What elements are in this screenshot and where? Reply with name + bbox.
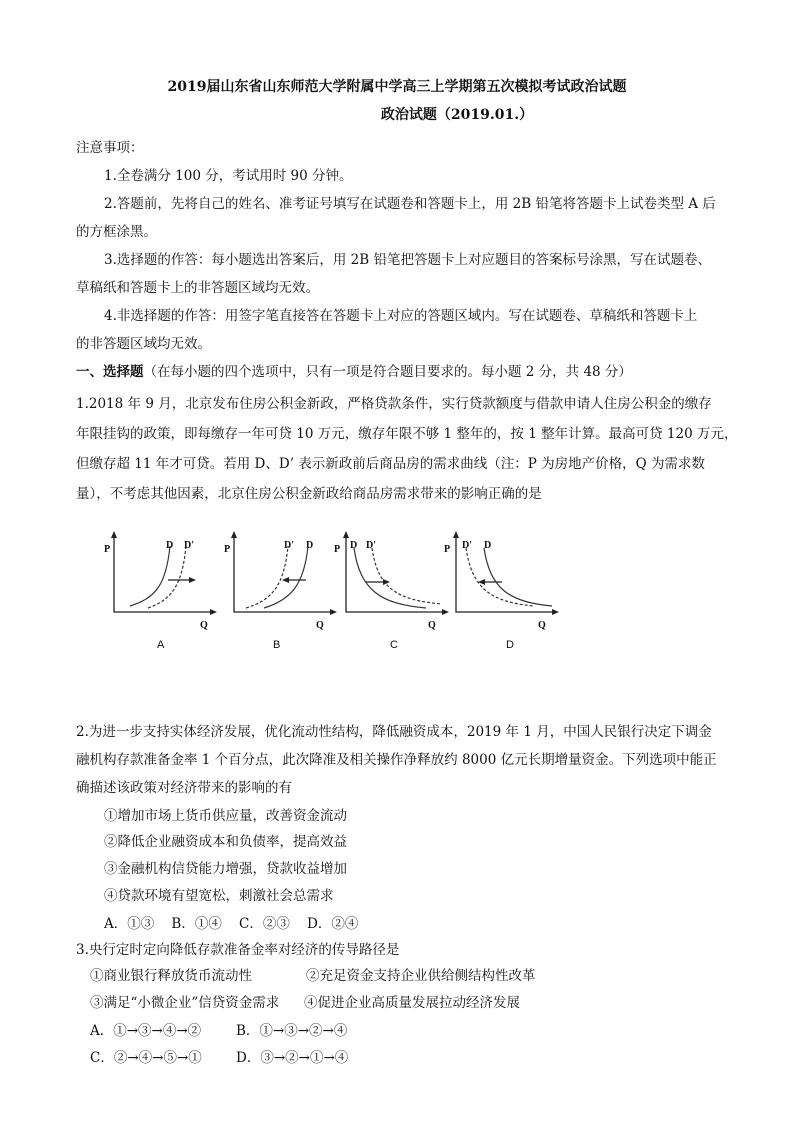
q3-option-2: ②充足资金支持企业供给侧结构性改革 — [306, 968, 536, 984]
graph-a-curve-1-label: D — [166, 540, 174, 551]
graph-b-curve-1-label: D' — [284, 540, 294, 551]
notice-heading: 注意事项： — [76, 140, 144, 156]
q3-option-4: ④促进企业高质量发展拉动经济发展 — [304, 995, 520, 1011]
graph-b-q-label: Q — [316, 620, 324, 631]
q1-line-2: 年限挂钩的政策，即每缴存一年可贷 10 万元，缴存年限不够 1 整年的，按 1 整年计算。最高可贷 120 万元， — [76, 426, 738, 442]
q1-line-1: 1.2018 年 9 月，北京发布住房公积金新政，严格贷款条件，实行贷款额度与借款申请人住房公积金的缴存 — [76, 396, 712, 412]
q2-choices: A．①③ B．①④ C．②③ D．②④ — [104, 916, 359, 932]
graph-a-p-label: P — [104, 544, 111, 555]
q1-line-3: 但缴存超 11 年才可贷。若用 D、D’ 表示新政前后商品房的需求曲线（注：P 为房地产价格，Q 为需求数 — [76, 456, 706, 472]
graph-c-curve-1-label: D — [350, 540, 358, 551]
graph-b-p-label: P — [224, 544, 231, 555]
q3-choice-c: C．②→④→⑤→① — [90, 1050, 202, 1066]
q2-option-4: ④贷款环境有望宽松，刺激社会总需求 — [104, 888, 334, 904]
graph-b-curve-2-label: D — [306, 540, 314, 551]
graph-c-curve-2-label: D' — [366, 540, 376, 551]
graph-c-p-label: P — [334, 544, 341, 555]
graph-c-caption: C — [390, 639, 398, 651]
notice-item-3-cont: 草稿纸和答题卡上的非答题区域均无效。 — [76, 280, 319, 296]
graph-a-caption: A — [157, 639, 165, 651]
notice-item-1: 1.全卷满分 100 分，考试用时 90 分钟。 — [104, 168, 353, 184]
graph-a-curve-2-label: D' — [184, 540, 194, 551]
q3-option-3: ③满足“小微企业”信贷资金需求 — [90, 995, 280, 1011]
graph-b-caption: B — [273, 639, 281, 651]
graph-d-caption: D — [506, 639, 514, 651]
q2-option-1: ①增加市场上货币供应量，改善资金流动 — [104, 808, 347, 824]
section-label: 一、选择题 — [76, 364, 144, 380]
notice-item-4-cont: 的非答题区域均无效。 — [76, 336, 211, 352]
q2-line-1: 2.为进一步支持实体经济发展，优化流动性结构，降低融资成本，2019 年 1 月，中国人民银行决定下调金 — [76, 724, 712, 740]
graph-c-q-label: Q — [428, 620, 436, 631]
q2-line-2: 融机构存款准备金率 1 个百分点，此次降准及相关操作净释放约 8000 亿元长期增量资金。下列选项中能正 — [76, 752, 717, 768]
graph-a-plot — [100, 528, 230, 628]
q3-choice-d: D．③→②→①→④ — [236, 1050, 349, 1066]
notice-item-2: 2.答题前，先将自己的姓名、准考证号填写在试题卷和答题卡上，用 2B 铅笔将答题卡上试卷类型 A 后 — [104, 196, 716, 212]
q3-stem: 3.央行定时定向降低存款准备金率对经济的传导路径是 — [76, 942, 400, 958]
notice-item-4: 4.非选择题的作答：用签字笔直接答在答题卡上对应的答题区域内。写在试题卷、草稿纸和答题卡上 — [104, 308, 698, 324]
graph-d-p-label: P — [444, 544, 451, 555]
q2-line-3: 确描述该政策对经济带来的影响的有 — [76, 780, 292, 796]
graph-a — [100, 528, 230, 658]
graph-a-q-label: Q — [200, 620, 208, 631]
document-subtitle: 政治试题（2019.01.） — [380, 107, 534, 123]
graph-b-plot — [214, 528, 344, 628]
notice-item-2-cont: 的方框涂黑。 — [76, 224, 157, 240]
q3-option-1: ①商业银行释放货币流动性 — [90, 968, 252, 984]
graph-d-curve-1-label: D' — [462, 540, 472, 551]
section-heading — [76, 362, 632, 382]
graph-d-curve-2-label: D — [484, 540, 492, 551]
q3-choice-b: B．①→③→②→④ — [236, 1023, 348, 1039]
q2-option-2: ②降低企业融资成本和负债率，提高效益 — [104, 834, 347, 850]
q3-choice-a: A．①→③→④→② — [90, 1023, 202, 1039]
q1-line-4: 量），不考虑其他因素，北京住房公积金新政给商品房需求带来的影响正确的是 — [76, 486, 542, 502]
q2-option-3: ③金融机构信贷能力增强，贷款收益增加 — [104, 861, 347, 877]
document-title: 2019届山东省山东师范大学附属中学高三上学期第五次模拟考试政治试题 — [167, 79, 627, 95]
section-note: （在每小题的四个选项中，只有一项是符合题目要求的。每小题 2 分，共 48 分） — [143, 364, 632, 380]
notice-item-3: 3.选择题的作答：每小题选出答案后，用 2B 铅笔把答题卡上对应题目的答案标号涂黑，写在试题卷、 — [104, 252, 711, 268]
graph-d-q-label: Q — [538, 620, 546, 631]
